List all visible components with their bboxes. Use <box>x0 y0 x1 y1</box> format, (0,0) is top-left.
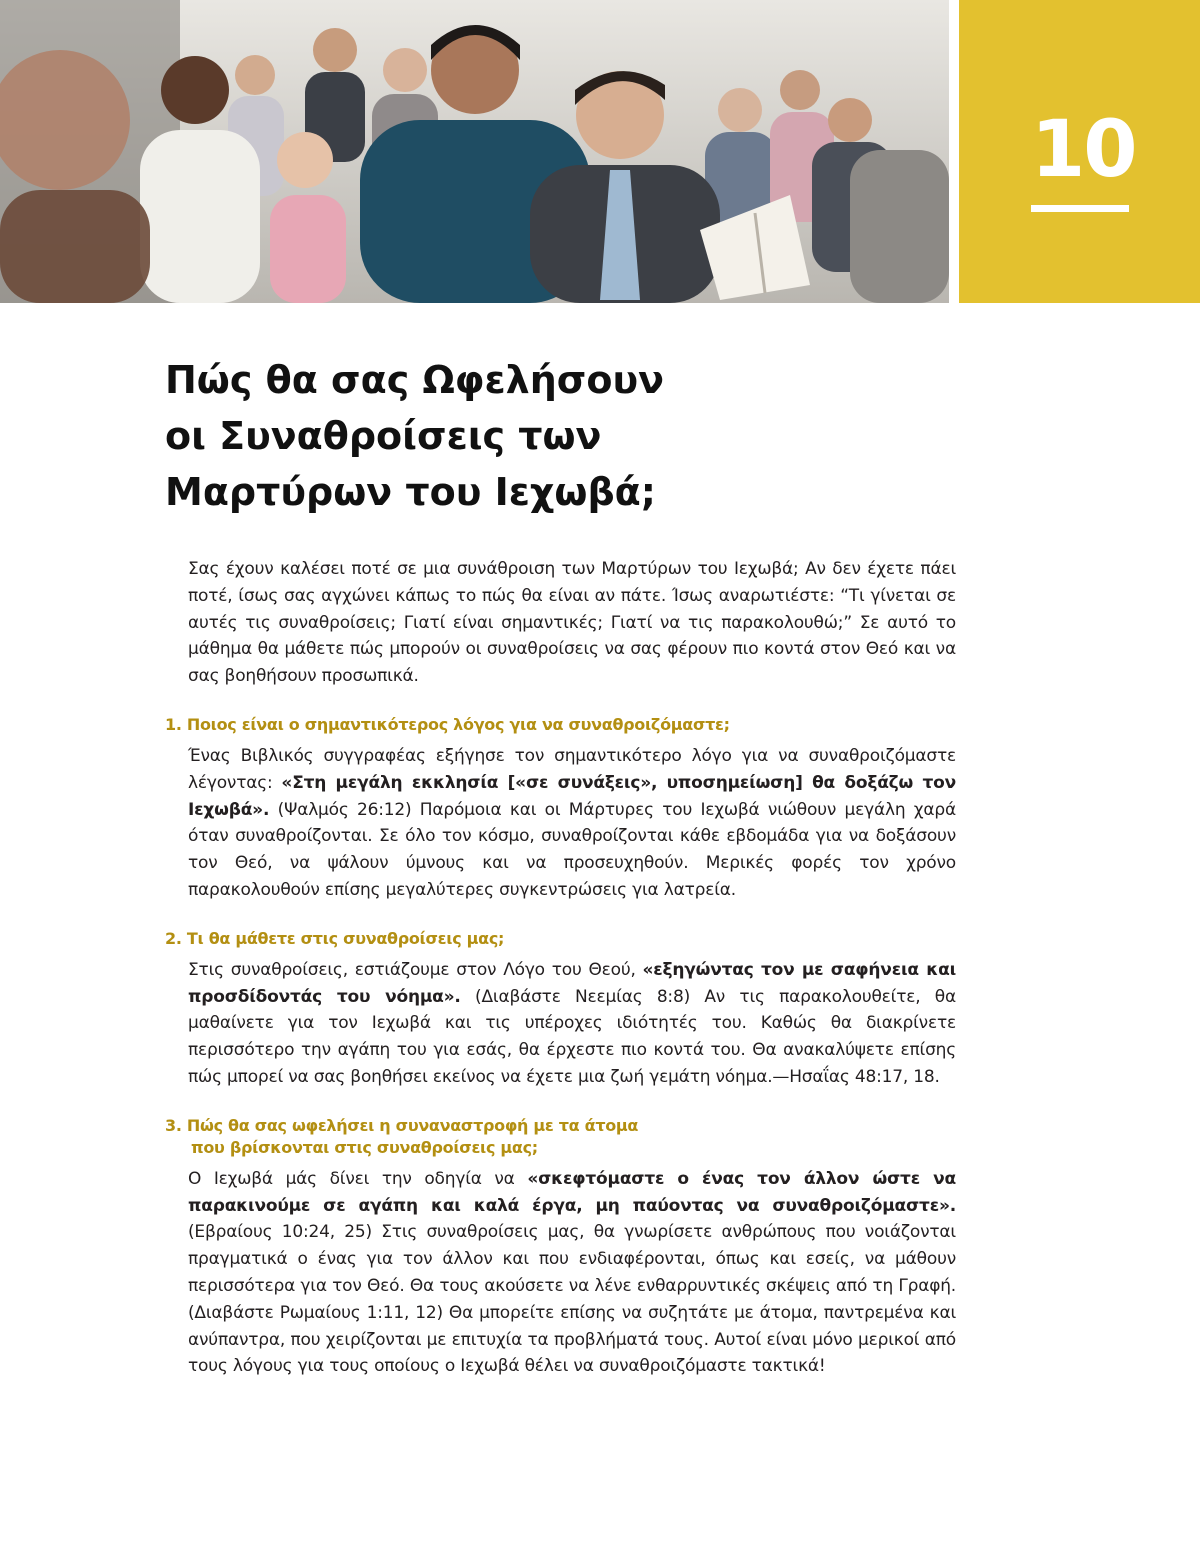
page-title <box>165 352 865 520</box>
question-1: 1. Ποιος είναι ο σημαντικότερος λόγος για να συναθροιζόμαστε; <box>165 714 730 734</box>
title-line: οι Συναθροίσεις των <box>165 414 602 458</box>
lesson-content <box>165 556 965 1380</box>
answer-paragraph-3 <box>165 1166 956 1380</box>
question-3-line-2: που βρίσκονται στις συναθροίσεις μας; <box>191 1137 538 1157</box>
answer-text: Ο Ιεχωβά μάς δίνει την οδηγία να <box>188 1168 528 1189</box>
intro-paragraph: Σας έχουν καλέσει ποτέ σε μια συνάθροιση των Μαρτύρων του Ιεχωβά; Αν δεν έχετε πάει ποτέ, ίσως σας αγχώνει κάπως το πώς θα είναι αν πάτε. Ίσως αναρωτιέστε: “Τι γίνεται σε αυτές τις συναθροίσεις; Γιατί είναι σημαντικές; Γιατί να τις παρακολουθώ;” Σε αυτό το μάθημα θα μάθετε πώς μπορούν οι συναθροίσεις να σας φέρουν πιο κοντά στον Θεό και να σας βοηθήσουν προσωπικά. <box>188 559 956 687</box>
meeting-photo <box>0 0 949 303</box>
answer-text: (Ψαλμός 26:12) Παρόμοια και οι Μάρτυρες του Ιεχωβά νιώθουν μεγάλη χαρά όταν συναθροίζονται. Σε όλο τον κόσμο, συναθροίζονται κάθε εβδομάδα για να δοξάσουν τον Θεό, να ψάλουν ύμνους και να προσευχηθούν. Μερικές φορές τον χρόνο παρακολουθούν επίσης μεγαλύτερες συγκεντρώσεις για λατρεία. <box>188 799 956 900</box>
answer-text: Στις συναθροίσεις, εστιάζουμε στον Λόγο του Θεού, <box>188 959 643 980</box>
title-line: Πώς θα σας Ωφελήσουν <box>165 358 665 402</box>
title-line: Μαρτύρων του Ιεχωβά; <box>165 470 656 514</box>
question-2: 2. Τι θα μάθετε στις συναθροίσεις μας; <box>165 928 505 948</box>
lesson-number-underline <box>1031 205 1129 212</box>
answer-text: (Εβραίους 10:24, 25) Στις συναθροίσεις μας, θα γνωρίσετε ανθρώπους που νοιάζονται πραγματικά ο ένας για τον άλλον και που ενδιαφέρονται, όπως και εσείς, να μάθουν περισσότερα για τον Θεό. Θα τους ακούσετε να λένε ενθαρρυντικές σκέψεις από τη Γραφή. (Διαβάστε Ρωμαίους 1:11, 12) Θα μπορείτε επίσης να συζητάτε με άτομα, παντρεμένα και ανύπαντρα, που χειρίζονται με επιτυχία τα προβλήματά τους. Αυτοί είναι μόνο μερικοί από τους λόγους για τους οποίους ο Ιεχωβά θέλει να συναθροιζόμαστε τακτικά! <box>188 1222 956 1377</box>
answer-paragraph-1 <box>165 743 956 904</box>
scripture-quote: «εξηγώντας τον με σαφήνεια και προσδίδοντάς του νόημα». <box>188 959 956 1007</box>
scripture-quote: «Στη μεγάλη εκκλησία [«σε συνάξεις», υποσημείωση] θα δοξάζω τον Ιεχωβά». <box>188 772 956 820</box>
meeting-photo-illustration <box>0 0 949 303</box>
scripture-quote: «σκεφτόμαστε ο ένας τον άλλον ώστε να παρακινούμε σε αγάπη και καλά έργα, μη παύοντας να συναθροιζόμαστε». <box>188 1168 956 1216</box>
answer-text: (Διαβάστε Νεεμίας 8:8) Αν τις παρακολουθείτε, θα μαθαίνετε για τον Ιεχωβά και τις υπέροχες ιδιότητές του. Καθώς θα διακρίνετε περισσότερο την αγάπη του για εσάς, θα έρχεστε πιο κοντά του. Θα ανακαλύψετε επίσης πώς μπορεί να σας βοηθήσει εκείνος να έχετε μια ζωή γεμάτη νόημα.—Ησαΐας 48:17, 18. <box>188 986 956 1087</box>
question-3 <box>165 1115 965 1159</box>
answer-text: Ένας Βιβλικός συγγραφέας εξήγησε τον σημαντικότερο λόγο για να συναθροιζόμαστε λέγοντας: <box>188 745 956 793</box>
question-3-line-1: 3. Πώς θα σας ωφελήσει η συναναστροφή με τα άτομα <box>165 1115 639 1135</box>
lesson-number: 10 <box>1031 105 1136 195</box>
answer-paragraph-2 <box>165 957 956 1091</box>
